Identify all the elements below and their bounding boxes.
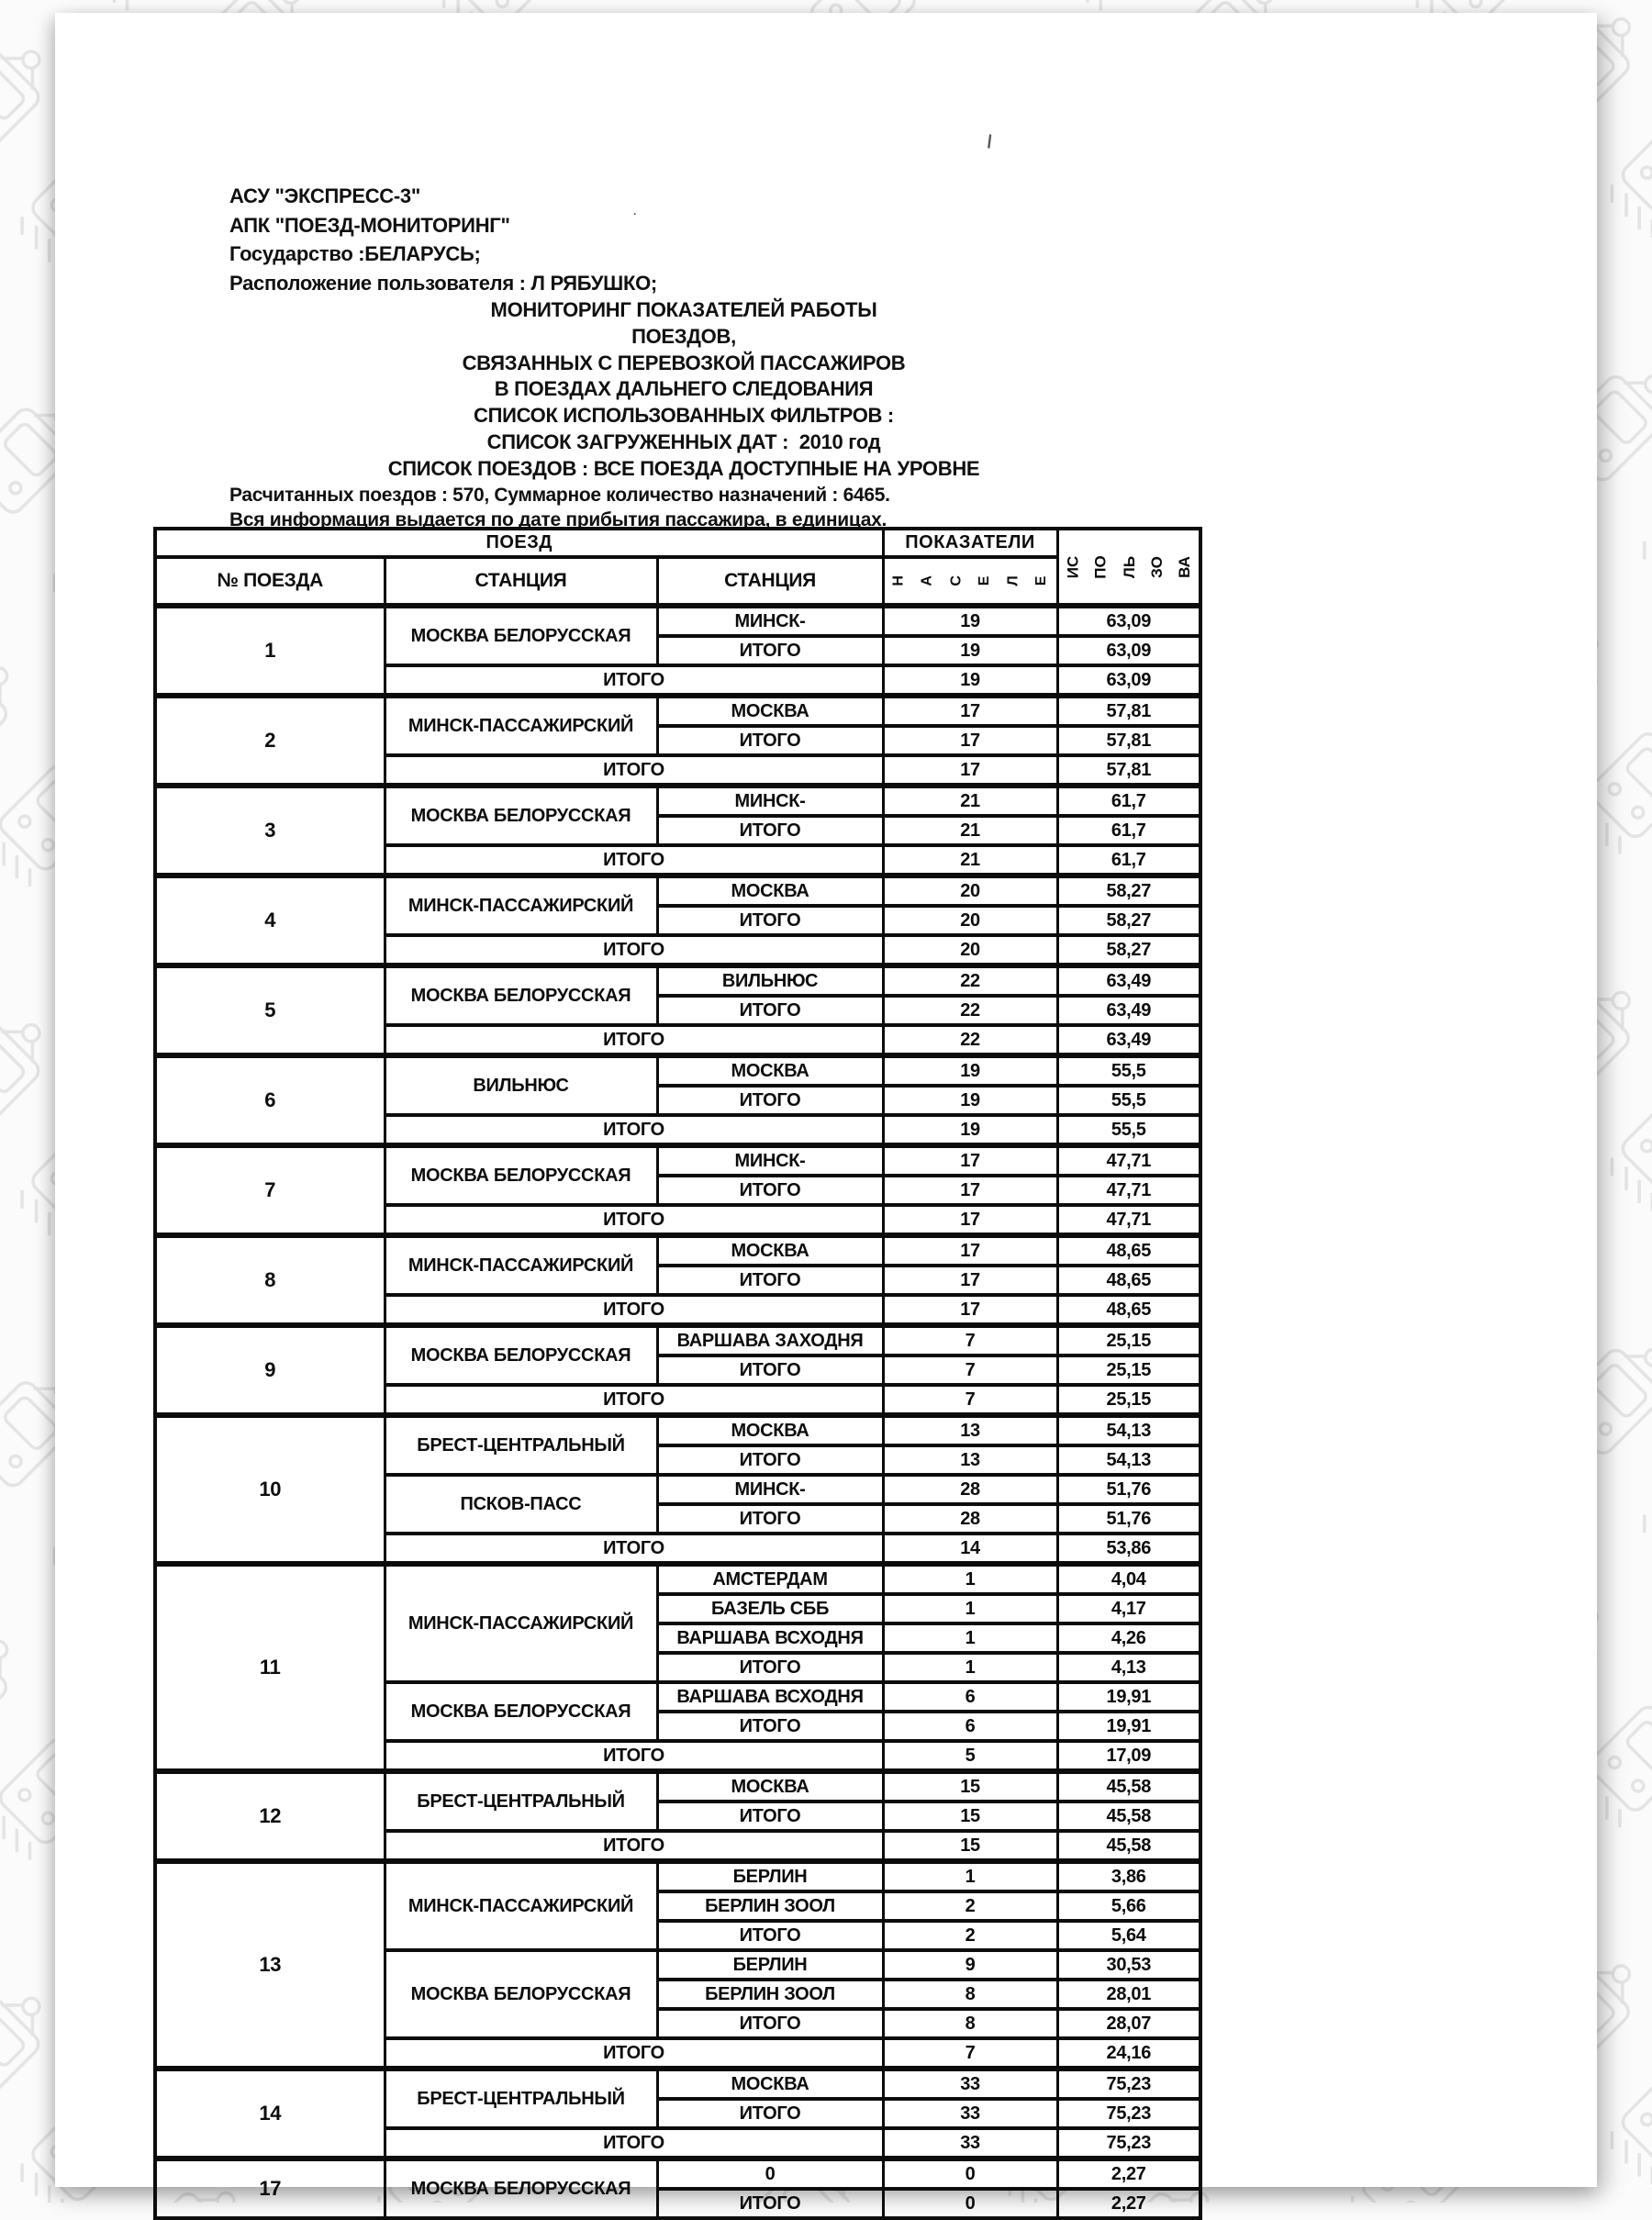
train-number-cell: 11 <box>155 1564 385 1771</box>
occupancy-value-cell: 20 <box>883 876 1057 906</box>
station-to-cell: ИТОГО <box>657 1355 883 1385</box>
usage-value-cell: 45,58 <box>1057 1771 1200 1802</box>
table-row <box>155 1235 1200 1266</box>
station-from-cell: МОСКВА БЕЛОРУССКАЯ <box>385 606 657 665</box>
station-to-cell: ВИЛЬНЮС <box>657 965 883 996</box>
occupancy-value-cell: 17 <box>883 1176 1057 1205</box>
train-total-label-cell: ИТОГО <box>385 1205 883 1235</box>
station-to-cell: ВАРШАВА ВСХОДНЯ <box>657 1682 883 1712</box>
usage-value-cell: 25,15 <box>1057 1325 1200 1355</box>
table-row <box>155 2069 1200 2099</box>
station-from-cell: МОСКВА БЕЛОРУССКАЯ <box>385 1682 657 1741</box>
document-page <box>55 13 1597 2214</box>
occupancy-value-cell: 5 <box>883 1741 1057 1771</box>
station-from-cell: БРЕСТ-ЦЕНТРАЛЬНЫЙ <box>385 1415 657 1475</box>
usage-value-cell: 4,26 <box>1057 1623 1200 1653</box>
occupancy-value-cell: 19 <box>883 1086 1057 1115</box>
usage-value-cell: 54,13 <box>1057 1415 1200 1445</box>
occupancy-value-cell: 17 <box>883 1145 1057 1176</box>
table-row <box>155 696 1200 726</box>
station-to-cell: ИТОГО <box>657 1445 883 1475</box>
occupancy-value-cell: 33 <box>883 2069 1057 2099</box>
usage-value-cell: 4,04 <box>1057 1564 1200 1594</box>
usage-value-cell: 3,86 <box>1057 1861 1200 1891</box>
occupancy-value-cell: 8 <box>883 2009 1057 2038</box>
occupancy-value-cell: 15 <box>883 1802 1057 1831</box>
usage-value-cell: 48,65 <box>1057 1295 1200 1325</box>
header-usage-column <box>1057 529 1200 606</box>
station-from-cell: БРЕСТ-ЦЕНТРАЛЬНЫЙ <box>385 1771 657 1831</box>
station-to-cell: МОСКВА <box>657 1235 883 1266</box>
station-to-cell: ИТОГО <box>657 1176 883 1205</box>
table-row <box>155 786 1200 816</box>
occupancy-letter: С <box>948 575 965 586</box>
usage-value-cell: 58,27 <box>1057 876 1200 906</box>
occupancy-value-cell: 15 <box>883 1831 1057 1861</box>
usage-value-cell: 63,09 <box>1057 636 1200 665</box>
usage-value-cell: 47,71 <box>1057 1205 1200 1235</box>
station-to-cell: БЕРЛИН ЗООЛ <box>657 1891 883 1921</box>
station-to-cell: МОСКВА <box>657 2069 883 2099</box>
usage-value-cell: 30,53 <box>1057 1950 1200 1980</box>
usage-letter: ВА <box>1176 555 1194 578</box>
station-from-cell: МИНСК-ПАССАЖИРСКИЙ <box>385 696 657 755</box>
usage-value-cell: 55,5 <box>1057 1055 1200 1086</box>
usage-value-cell: 2,27 <box>1057 2189 1200 2218</box>
station-to-cell: МОСКВА <box>657 696 883 726</box>
occupancy-value-cell: 20 <box>883 935 1057 965</box>
occupancy-value-cell: 8 <box>883 1980 1057 2009</box>
usage-value-cell: 19,91 <box>1057 1682 1200 1712</box>
occupancy-value-cell: 19 <box>883 606 1057 636</box>
station-to-cell: ИТОГО <box>657 636 883 665</box>
station-from-cell: МИНСК-ПАССАЖИРСКИЙ <box>385 1861 657 1950</box>
occupancy-value-cell: 0 <box>883 2159 1057 2189</box>
usage-letter: ЗО <box>1148 555 1166 578</box>
occupancy-value-cell: 15 <box>883 1771 1057 1802</box>
table-row <box>155 1861 1200 1891</box>
occupancy-value-cell: 21 <box>883 816 1057 845</box>
station-to-cell: МИНСК- <box>657 1475 883 1504</box>
trains-scope-line: СПИСОК ПОЕЗДОВ : ВСЕ ПОЕЗДА ДОСТУПНЫЕ НА УРОВНЕ <box>387 456 980 480</box>
header-occupancy-column <box>883 557 1057 606</box>
usage-value-cell: 28,01 <box>1057 1980 1200 2009</box>
station-to-cell: ВАРШАВА ЗАХОДНЯ <box>657 1325 883 1355</box>
table-row <box>155 1325 1200 1355</box>
station-from-cell: МОСКВА БЕЛОРУССКАЯ <box>385 786 657 845</box>
station-from-cell: МОСКВА БЕЛОРУССКАЯ <box>385 1325 657 1385</box>
occupancy-value-cell: 7 <box>883 1325 1057 1355</box>
usage-value-cell: 57,81 <box>1057 726 1200 755</box>
station-from-cell: МОСКВА БЕЛОРУССКАЯ <box>385 1145 657 1205</box>
occupancy-value-cell: 28 <box>883 1475 1057 1504</box>
train-total-label-cell: ИТОГО <box>385 755 883 786</box>
train-number-cell: 7 <box>155 1145 385 1235</box>
occupancy-value-cell: 28 <box>883 1504 1057 1534</box>
dates-line: СПИСОК ЗАГРУЖЕННЫХ ДАТ : 2010 год <box>486 429 881 453</box>
occupancy-value-cell: 7 <box>883 1385 1057 1415</box>
station-to-cell: ИТОГО <box>657 2009 883 2038</box>
train-total-label-cell: ИТОГО <box>385 1831 883 1861</box>
occupancy-value-cell: 17 <box>883 755 1057 786</box>
train-total-label-cell: ИТОГО <box>385 1025 883 1055</box>
occupancy-value-cell: 7 <box>883 2038 1057 2069</box>
station-from-cell: МИНСК-ПАССАЖИРСКИЙ <box>385 876 657 935</box>
usage-value-cell: 2,27 <box>1057 2159 1200 2189</box>
occupancy-vertical-letters <box>885 559 1056 603</box>
occupancy-value-cell: 2 <box>883 1891 1057 1921</box>
report-title-line: ПОЕЗДОВ, <box>631 324 736 348</box>
usage-value-cell: 4,13 <box>1057 1653 1200 1682</box>
train-number-cell: 4 <box>155 876 385 965</box>
train-number-cell: 1 <box>155 606 385 696</box>
occupancy-letter: А <box>919 575 935 586</box>
header-train-group: ПОЕЗД <box>155 529 883 557</box>
station-from-cell: МОСКВА БЕЛОРУССКАЯ <box>385 965 657 1025</box>
usage-value-cell: 58,27 <box>1057 906 1200 935</box>
station-from-cell: МОСКВА БЕЛОРУССКАЯ <box>385 1950 657 2038</box>
report-title-line: СВЯЗАННЫХ С ПЕРЕВОЗКОЙ ПАССАЖИРОВ <box>462 351 906 374</box>
usage-value-cell: 63,09 <box>1057 606 1200 636</box>
header-train-number: № ПОЕЗДА <box>155 557 385 606</box>
table-row <box>155 1145 1200 1176</box>
usage-value-cell: 4,17 <box>1057 1594 1200 1623</box>
station-from-cell: МИНСК-ПАССАЖИРСКИЙ <box>385 1235 657 1295</box>
usage-value-cell: 55,5 <box>1057 1086 1200 1115</box>
occupancy-value-cell: 17 <box>883 1266 1057 1295</box>
train-number-cell: 2 <box>155 696 385 786</box>
usage-value-cell: 57,81 <box>1057 696 1200 726</box>
occupancy-value-cell: 19 <box>883 1115 1057 1145</box>
occupancy-value-cell: 1 <box>883 1564 1057 1594</box>
occupancy-value-cell: 33 <box>883 2099 1057 2128</box>
occupancy-letter: Н <box>890 575 907 586</box>
header-station-to: СТАНЦИЯ <box>657 557 883 606</box>
table-row <box>155 1564 1200 1594</box>
table-row <box>155 965 1200 996</box>
usage-value-cell: 63,49 <box>1057 996 1200 1025</box>
station-to-cell: ИТОГО <box>657 1712 883 1741</box>
usage-letter: ЛЬ <box>1121 555 1139 578</box>
occupancy-value-cell: 17 <box>883 1205 1057 1235</box>
train-total-label-cell: ИТОГО <box>385 2128 883 2159</box>
usage-value-cell: 47,71 <box>1057 1176 1200 1205</box>
train-total-label-cell: ИТОГО <box>385 845 883 876</box>
summary-line: Расчитанных поездов : 570, Суммарное количество назначений : 6465. <box>229 484 890 506</box>
station-to-cell: БЕРЛИН <box>657 1950 883 1980</box>
station-to-cell: ИТОГО <box>657 1653 883 1682</box>
occupancy-value-cell: 17 <box>883 726 1057 755</box>
occupancy-value-cell: 22 <box>883 996 1057 1025</box>
usage-value-cell: 51,76 <box>1057 1504 1200 1534</box>
occupancy-value-cell: 6 <box>883 1682 1057 1712</box>
table-row <box>155 1771 1200 1802</box>
station-to-cell: МОСКВА <box>657 1415 883 1445</box>
usage-value-cell: 75,23 <box>1057 2099 1200 2128</box>
occupancy-value-cell: 33 <box>883 2128 1057 2159</box>
usage-value-cell: 53,86 <box>1057 1534 1200 1564</box>
usage-value-cell: 48,65 <box>1057 1266 1200 1295</box>
usage-value-cell: 5,66 <box>1057 1891 1200 1921</box>
usage-value-cell: 63,09 <box>1057 665 1200 696</box>
station-to-cell: БЕРЛИН <box>657 1861 883 1891</box>
usage-value-cell: 61,7 <box>1057 786 1200 816</box>
usage-value-cell: 47,71 <box>1057 1145 1200 1176</box>
train-total-label-cell: ИТОГО <box>385 1385 883 1415</box>
station-from-cell: МИНСК-ПАССАЖИРСКИЙ <box>385 1564 657 1682</box>
filters-line: СПИСОК ИСПОЛЬЗОВАННЫХ ФИЛЬТРОВ : <box>474 404 894 428</box>
station-to-cell: ИТОГО <box>657 1086 883 1115</box>
train-number-cell: 13 <box>155 1861 385 2069</box>
system-line: АСУ "ЭКСПРЕСС-3" <box>229 184 420 207</box>
header-indicators-group: ПОКАЗАТЕЛИ <box>883 529 1057 557</box>
occupancy-value-cell: 14 <box>883 1534 1057 1564</box>
occupancy-value-cell: 13 <box>883 1415 1057 1445</box>
station-to-cell: ИТОГО <box>657 726 883 755</box>
occupancy-value-cell: 7 <box>883 1355 1057 1385</box>
usage-value-cell: 25,15 <box>1057 1355 1200 1385</box>
occupancy-letter: Л <box>1005 575 1021 586</box>
occupancy-letter: Е <box>977 575 993 586</box>
usage-value-cell: 54,13 <box>1057 1445 1200 1475</box>
usage-letter: ИС <box>1063 555 1081 578</box>
station-to-cell: МОСКВА <box>657 876 883 906</box>
occupancy-value-cell: 6 <box>883 1712 1057 1741</box>
station-to-cell: ИТОГО <box>657 1266 883 1295</box>
train-number-cell: 3 <box>155 786 385 876</box>
system-line: Государство :БЕЛАРУСЬ; <box>229 242 481 265</box>
occupancy-value-cell: 1 <box>883 1594 1057 1623</box>
occupancy-value-cell: 1 <box>883 1861 1057 1891</box>
header-station-from: СТАНЦИЯ <box>385 557 657 606</box>
station-to-cell: МОСКВА <box>657 1771 883 1802</box>
station-to-cell: ИТОГО <box>657 906 883 935</box>
occupancy-value-cell: 19 <box>883 636 1057 665</box>
usage-value-cell: 61,7 <box>1057 845 1200 876</box>
station-to-cell: ВАРШАВА ВСХОДНЯ <box>657 1623 883 1653</box>
station-from-cell: ПСКОВ-ПАСС <box>385 1475 657 1534</box>
train-number-cell: 5 <box>155 965 385 1055</box>
station-to-cell: ИТОГО <box>657 2189 883 2218</box>
table-row <box>155 876 1200 906</box>
occupancy-value-cell: 9 <box>883 1950 1057 1980</box>
occupancy-letter: Е <box>1033 575 1050 586</box>
train-total-label-cell: ИТОГО <box>385 1741 883 1771</box>
occupancy-value-cell: 20 <box>883 906 1057 935</box>
usage-value-cell: 75,23 <box>1057 2069 1200 2099</box>
occupancy-value-cell: 0 <box>883 2189 1057 2218</box>
occupancy-value-cell: 17 <box>883 696 1057 726</box>
occupancy-value-cell: 17 <box>883 1235 1057 1266</box>
usage-value-cell: 19,91 <box>1057 1712 1200 1741</box>
station-to-cell: ИТОГО <box>657 1504 883 1534</box>
usage-value-cell: 75,23 <box>1057 2128 1200 2159</box>
station-from-cell: БРЕСТ-ЦЕНТРАЛЬНЫЙ <box>385 2069 657 2128</box>
occupancy-value-cell: 22 <box>883 1025 1057 1055</box>
usage-value-cell: 25,15 <box>1057 1385 1200 1415</box>
occupancy-value-cell: 13 <box>883 1445 1057 1475</box>
station-to-cell: БЕРЛИН ЗООЛ <box>657 1980 883 2009</box>
occupancy-value-cell: 21 <box>883 845 1057 876</box>
station-to-cell: ИТОГО <box>657 816 883 845</box>
station-to-cell: МИНСК- <box>657 1145 883 1176</box>
usage-value-cell: 58,27 <box>1057 935 1200 965</box>
usage-vertical-letters <box>1059 530 1200 603</box>
report-header <box>229 182 1138 533</box>
usage-value-cell: 55,5 <box>1057 1115 1200 1145</box>
usage-value-cell: 48,65 <box>1057 1235 1200 1266</box>
train-total-label-cell: ИТОГО <box>385 1534 883 1564</box>
station-to-cell: ИТОГО <box>657 1802 883 1831</box>
usage-value-cell: 45,58 <box>1057 1802 1200 1831</box>
table-row <box>155 1055 1200 1086</box>
usage-value-cell: 51,76 <box>1057 1475 1200 1504</box>
station-from-cell: ВИЛЬНЮС <box>385 1055 657 1115</box>
occupancy-value-cell: 1 <box>883 1623 1057 1653</box>
monitoring-table-wrap <box>153 527 1202 2220</box>
summary-line: Вся информация выдается по дате прибытия пассажира, в единицах. <box>229 509 887 531</box>
station-to-cell: ИТОГО <box>657 996 883 1025</box>
usage-value-cell: 61,7 <box>1057 816 1200 845</box>
station-to-cell: ИТОГО <box>657 1921 883 1950</box>
train-number-cell: 8 <box>155 1235 385 1325</box>
train-total-label-cell: ИТОГО <box>385 665 883 696</box>
monitor-table-body <box>155 606 1200 2218</box>
scan-speck: · <box>633 207 637 220</box>
usage-value-cell: 28,07 <box>1057 2009 1200 2038</box>
usage-value-cell: 24,16 <box>1057 2038 1200 2069</box>
train-number-cell: 9 <box>155 1325 385 1415</box>
occupancy-value-cell: 2 <box>883 1921 1057 1950</box>
train-total-label-cell: ИТОГО <box>385 2038 883 2069</box>
report-title-line: В ПОЕЗДАХ ДАЛЬНЕГО СЛЕДОВАНИЯ <box>494 377 874 401</box>
station-to-cell: МИНСК- <box>657 606 883 636</box>
train-number-cell: 6 <box>155 1055 385 1145</box>
usage-letter: ПО <box>1092 554 1111 579</box>
table-row <box>155 606 1200 636</box>
station-to-cell: 0 <box>657 2159 883 2189</box>
usage-value-cell: 63,49 <box>1057 965 1200 996</box>
train-total-label-cell: ИТОГО <box>385 935 883 965</box>
train-number-cell: 14 <box>155 2069 385 2159</box>
train-number-cell: 12 <box>155 1771 385 1861</box>
occupancy-value-cell: 19 <box>883 665 1057 696</box>
station-to-cell: МОСКВА <box>657 1055 883 1086</box>
report-title-line: МОНИТОРИНГ ПОКАЗАТЕЛЕЙ РАБОТЫ <box>490 298 877 321</box>
train-total-label-cell: ИТОГО <box>385 1115 883 1145</box>
usage-value-cell: 63,49 <box>1057 1025 1200 1055</box>
system-line: Расположение пользователя : Л РЯБУШКО; <box>229 271 657 295</box>
table-row <box>155 1415 1200 1445</box>
occupancy-value-cell: 21 <box>883 786 1057 816</box>
occupancy-value-cell: 19 <box>883 1055 1057 1086</box>
system-line: АПК "ПОЕЗД-МОНИТОРИНГ" <box>229 213 510 237</box>
occupancy-value-cell: 22 <box>883 965 1057 996</box>
occupancy-value-cell: 17 <box>883 1295 1057 1325</box>
usage-value-cell: 57,81 <box>1057 755 1200 786</box>
station-to-cell: МИНСК- <box>657 786 883 816</box>
station-to-cell: ИТОГО <box>657 2099 883 2128</box>
usage-value-cell: 17,09 <box>1057 1741 1200 1771</box>
table-row <box>155 2159 1200 2189</box>
header-group-row <box>155 529 1200 557</box>
station-to-cell: АМСТЕРДАМ <box>657 1564 883 1594</box>
scan-speck: \ <box>983 131 995 153</box>
header-columns-row <box>155 557 1200 606</box>
train-total-label-cell: ИТОГО <box>385 1295 883 1325</box>
usage-value-cell: 45,58 <box>1057 1831 1200 1861</box>
usage-value-cell: 5,64 <box>1057 1921 1200 1950</box>
train-number-cell: 17 <box>155 2159 385 2218</box>
station-to-cell: БАЗЕЛЬ СББ <box>657 1594 883 1623</box>
station-from-cell: МОСКВА БЕЛОРУССКАЯ <box>385 2159 657 2218</box>
monitoring-table <box>153 527 1202 2220</box>
train-number-cell: 10 <box>155 1415 385 1564</box>
occupancy-value-cell: 1 <box>883 1653 1057 1682</box>
